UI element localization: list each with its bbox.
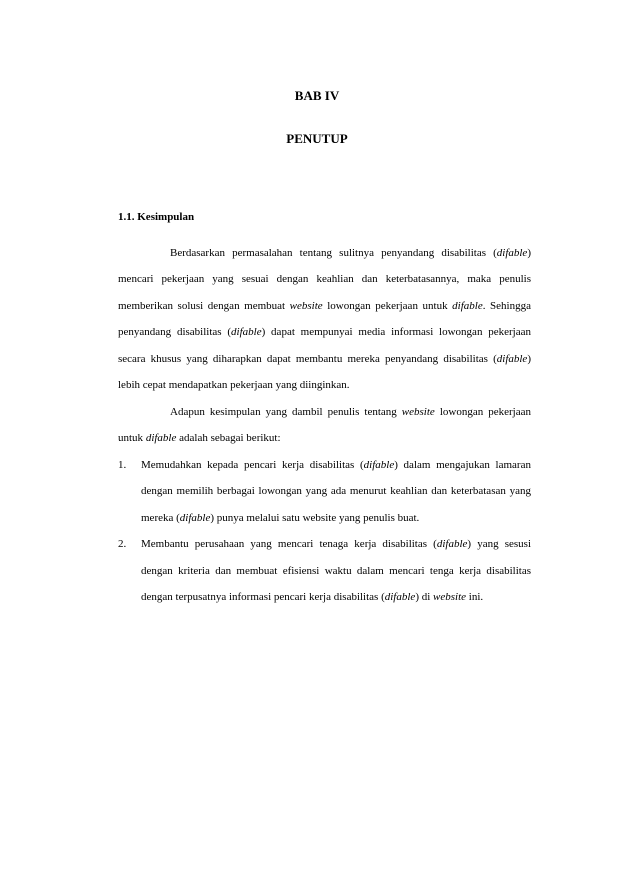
document-body bbox=[118, 204, 531, 611]
text: Memudahkan kepada pencari kerja disabilitas ( bbox=[141, 458, 364, 471]
list-item bbox=[118, 531, 531, 611]
italic-term: website bbox=[433, 591, 467, 603]
text: Adapun kesimpulan yang dambil penulis tentang bbox=[170, 405, 402, 418]
text: ) dalam mengajukan lamaran dengan memilih berbagai lowongan yang ada menurut keahlian dan keterbatasan yang mereka ( bbox=[141, 458, 531, 524]
text: lowongan pekerjaan untuk bbox=[322, 299, 453, 312]
italic-term: difable bbox=[231, 326, 262, 338]
italic-term: difable bbox=[496, 246, 528, 259]
list-number: 1. bbox=[118, 458, 127, 471]
italic-term: difable bbox=[363, 458, 395, 471]
text: ) dapat mempunyai media informasi lowongan pekerjaan secara khusus yang diharapkan dapat membantu mereka penyandang disabilitas ( bbox=[118, 326, 531, 365]
text: lowongan pekerjaan untuk bbox=[118, 405, 531, 444]
italic-term: difable bbox=[384, 591, 416, 603]
text: Membantu perusahaan yang mencari tenaga kerja disabilitas ( bbox=[141, 538, 437, 550]
text: ) lebih cepat mendapatkan pekerjaan yang diinginkan. bbox=[118, 352, 531, 391]
italic-term: difable bbox=[496, 352, 528, 365]
conclusion-list bbox=[118, 452, 531, 611]
italic-term: difable bbox=[145, 432, 177, 444]
list-item bbox=[118, 452, 531, 532]
italic-term: difable bbox=[436, 538, 468, 550]
paragraph-background bbox=[118, 240, 531, 399]
chapter-title: PENUTUP bbox=[286, 131, 348, 146]
text: ini. bbox=[466, 591, 484, 603]
italic-term: difable bbox=[452, 299, 483, 312]
text: . Sehingga penyandang disabilitas ( bbox=[118, 299, 531, 338]
text: ) yang sesusi dengan kriteria dan membuat efisiensi waktu dalam mencari tenga kerja disabilitas dengan terpusatnya informasi pencari kerja disabilitas ( bbox=[141, 538, 531, 603]
chapter-number: BAB IV bbox=[294, 88, 340, 103]
text: Berdasarkan permasalahan tentang sulitnya penyandang disabilitas ( bbox=[170, 246, 497, 259]
paragraph-conclusion-intro bbox=[118, 399, 531, 452]
italic-term: website bbox=[401, 405, 435, 418]
section-heading: 1.1. Kesimpulan bbox=[118, 211, 195, 223]
text: ) punya melalui satu website yang penulis buat. bbox=[210, 511, 420, 524]
text: adalah sebagai berikut: bbox=[176, 432, 281, 444]
italic-term: difable bbox=[179, 511, 211, 524]
italic-term: website bbox=[289, 299, 323, 312]
list-number: 2. bbox=[118, 538, 127, 550]
text: ) di bbox=[415, 591, 434, 603]
text: ) mencari pekerjaan yang sesuai dengan keahlian dan keterbatasannya, maka penulis memberikan solusi dengan membuat bbox=[118, 246, 531, 312]
